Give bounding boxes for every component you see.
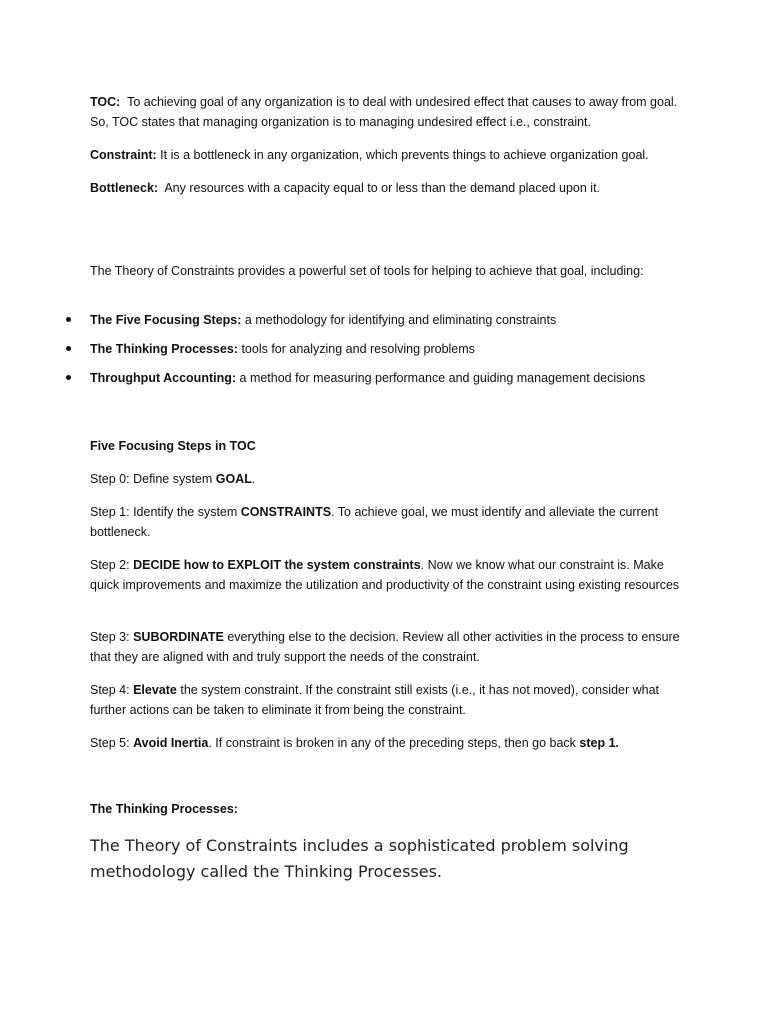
list-item [62,310,702,339]
step-prefix: Step 1: Identify the system [90,505,241,519]
intro-paragraph: The Theory of Constraints provides a powerful set of tools for helping to achieve that goal, including: [90,264,644,278]
bullet-icon [66,317,71,322]
step-keyword: SUBORDINATE [133,630,224,644]
thinking-heading: The Thinking Processes: [90,802,238,816]
step-keyword: CONSTRAINTS [240,505,332,519]
thinking-body: The Theory of Constraints includes a sophisticated problem solving methodology called the Thinking Processes. [90,836,629,881]
tool-text: tools for analyzing and resolving problems [241,342,475,356]
list-item [62,339,702,368]
step-keyword: Avoid Inertia [133,736,209,750]
definition-text: To achieving goal of any organization is to deal with undesired effect that causes to away from goal. So, TOC states that managing organization is to managing undesired effect i.e., constraint. [90,95,678,129]
definition-bottleneck [90,178,680,198]
step-4 [90,680,680,720]
step-2 [90,555,680,595]
step-text: . If constraint is broken in any of the preceding steps, then go back [208,736,580,750]
step-text: . To achieve goal, we must identify and alleviate the current bottleneck. [90,505,659,539]
bullet-icon [66,375,71,380]
step-prefix: Step 5: [90,736,134,750]
tool-term: The Thinking Processes: [90,342,238,356]
list-item [62,368,702,397]
tool-term: Throughput Accounting: [90,371,237,385]
step-keyword: GOAL [215,472,252,486]
tool-text: a methodology for identifying and eliminating constraints [244,313,557,327]
step-keyword: DECIDE how to EXPLOIT the system constraints [133,558,421,572]
definition-term: TOC: [90,95,121,109]
definition-term: Bottleneck: [90,181,159,195]
tool-text: a method for measuring performance and guiding management decisions [239,371,646,385]
definition-term: Constraint: [90,148,157,162]
step-keyword: step 1. [579,736,620,750]
step-text: . [251,472,256,486]
step-text: . Now we know what our constraint is. Make quick improvements and maximize the utilization and productivity of the constraint using existing resources [90,558,680,592]
step-prefix: Step 3: [90,630,134,644]
step-1 [90,502,680,542]
definition-text: It is a bottleneck in any organization, which prevents things to achieve organization goal. [160,148,649,162]
step-text: everything else to the decision. Review all other activities in the process to ensure that they are aligned with and truly support the needs of the constraint. [90,630,680,664]
step-text: the system constraint. If the constraint still exists (i.e., it has not moved), consider what further actions can be taken to eliminate it from being the constraint. [90,683,660,717]
step-prefix: Step 0: Define system [90,472,216,486]
step-prefix: Step 2: [90,558,134,572]
step-keyword: Elevate [133,683,177,697]
definition-constraint [90,145,680,165]
bullet-icon [66,346,71,351]
step-3 [90,627,680,667]
tools-list [62,310,702,397]
definition-text: Any resources with a capacity equal to or less than the demand placed upon it. [164,181,601,195]
definition-toc [90,92,680,132]
step-0 [90,469,680,489]
step-prefix: Step 4: [90,683,134,697]
tool-term: The Five Focusing Steps: [90,313,242,327]
step-5 [90,733,680,753]
five-steps-heading: Five Focusing Steps in TOC [90,439,256,453]
